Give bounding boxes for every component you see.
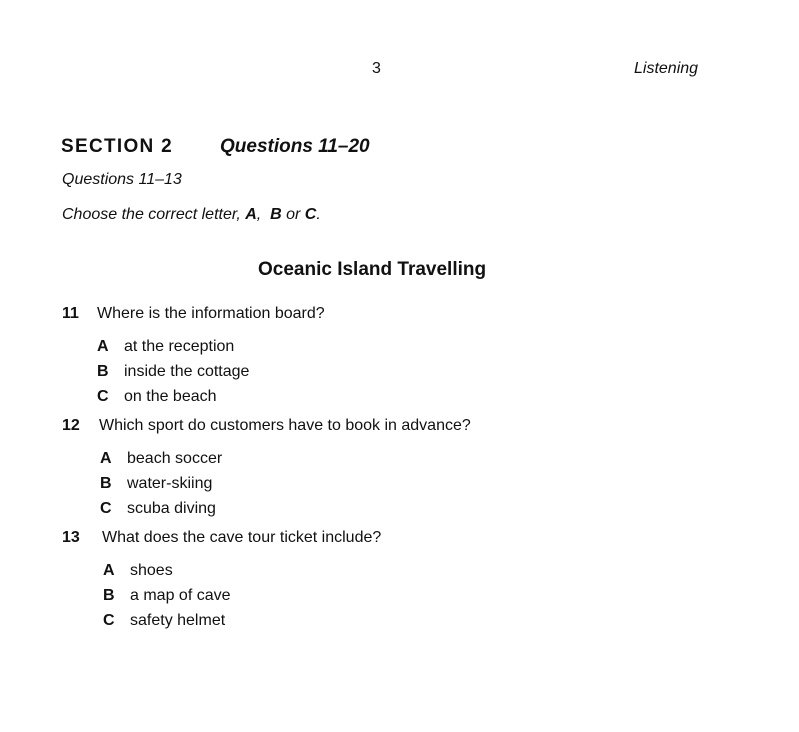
instruction-middle: or [281, 206, 305, 223]
option-text: safety helmet [130, 612, 226, 629]
option-text: water-skiing [127, 475, 213, 492]
subsection-question-range: Questions 11–13 [62, 171, 182, 188]
question-number: 11 [62, 305, 79, 322]
question-13 [62, 529, 381, 637]
option-letter: B [97, 363, 109, 380]
instruction-sep: , [256, 206, 271, 223]
option-text: beach soccer [127, 450, 223, 467]
question-text: Where is the information board? [97, 305, 325, 322]
option-letter: A [97, 338, 109, 355]
section-question-range: Questions 11–20 [220, 136, 370, 157]
option-text: on the beach [124, 388, 217, 405]
answer-options [97, 338, 325, 413]
option-letter: C [100, 500, 112, 517]
option-text: scuba diving [127, 500, 216, 517]
instruction-suffix: . [316, 206, 321, 223]
option-letter: A [103, 562, 115, 579]
option-letter: C [97, 388, 109, 405]
option-b[interactable] [97, 363, 325, 388]
option-text: at the reception [124, 338, 235, 355]
option-letter: B [103, 587, 115, 604]
running-head: Listening [634, 60, 699, 77]
answer-options [103, 562, 381, 637]
option-c[interactable] [97, 388, 325, 413]
option-a[interactable] [100, 450, 471, 475]
section-label: SECTION 2 [61, 136, 173, 157]
instruction-letter-c: C [304, 206, 317, 223]
question-11 [62, 305, 325, 413]
question-number: 12 [62, 417, 80, 434]
option-text: inside the cottage [124, 363, 250, 380]
option-a[interactable] [97, 338, 325, 363]
question-number: 13 [62, 529, 80, 546]
instruction-prefix: Choose the correct letter, [62, 206, 246, 223]
option-letter: B [100, 475, 112, 492]
option-c[interactable] [103, 612, 381, 637]
option-b[interactable] [103, 587, 381, 612]
option-letter: C [103, 612, 115, 629]
option-c[interactable] [100, 500, 471, 525]
option-a[interactable] [103, 562, 381, 587]
page-number: 3 [372, 60, 381, 77]
answer-options [100, 450, 471, 525]
option-text: shoes [130, 562, 173, 579]
instruction-letter-b: B [270, 206, 282, 223]
question-text: Which sport do customers have to book in advance? [99, 417, 471, 434]
instruction-text [62, 206, 321, 224]
option-b[interactable] [100, 475, 471, 500]
question-12 [62, 417, 471, 525]
topic-title: Oceanic Island Travelling [258, 259, 487, 280]
option-text: a map of cave [130, 587, 231, 604]
question-text: What does the cave tour ticket include? [102, 529, 382, 546]
instruction-letter-a: A [245, 206, 257, 223]
option-letter: A [100, 450, 112, 467]
